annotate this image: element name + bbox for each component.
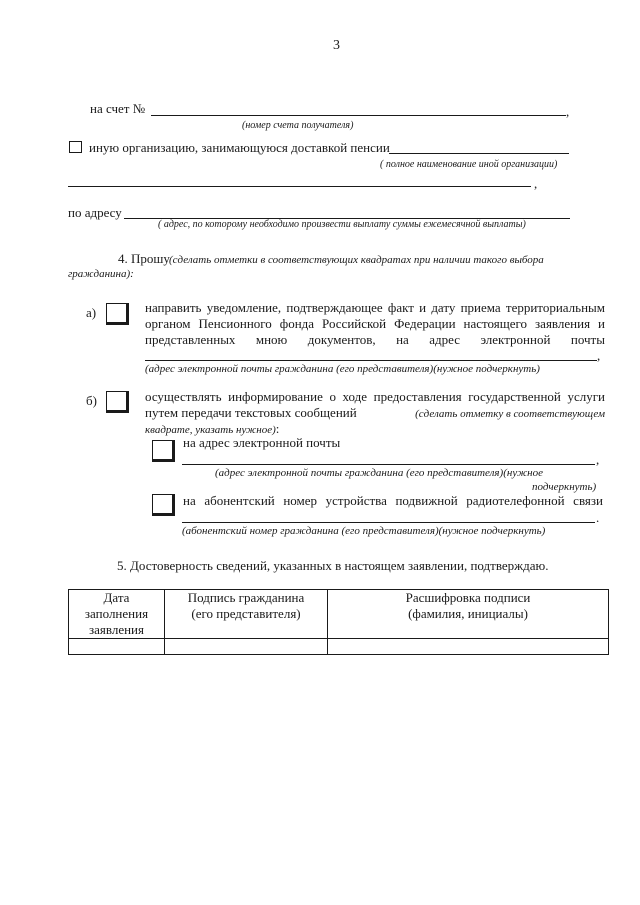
option-a-word: почты bbox=[570, 332, 605, 347]
option-b-phone-checkbox[interactable] bbox=[152, 494, 175, 516]
header-date-line: заявления bbox=[88, 622, 144, 637]
option-a-word: документов, bbox=[307, 332, 376, 347]
option-b-phone-field[interactable] bbox=[182, 522, 595, 523]
header-full-name-line: (фамилия, инициалы) bbox=[408, 606, 528, 621]
option-b-text-line2 bbox=[145, 405, 605, 421]
section5-text: 5. Достоверность сведений, указанных в настоящем заявлении, подтверждаю. bbox=[117, 558, 549, 573]
option-a-checkbox[interactable] bbox=[106, 303, 129, 325]
option-b-email-label: на адрес электронной почты bbox=[183, 435, 341, 450]
header-full-name-line: Расшифровка подписи bbox=[405, 590, 531, 605]
option-b-checkbox[interactable] bbox=[106, 391, 129, 413]
header-date-line: Дата bbox=[103, 590, 130, 605]
other-org-trail: , bbox=[534, 176, 538, 191]
option-b-email-trail: , bbox=[596, 452, 600, 467]
header-signature-line: (его представителя) bbox=[191, 606, 301, 621]
address-label: по адресу bbox=[68, 205, 122, 220]
signature-cell[interactable] bbox=[165, 639, 328, 655]
option-b-email-hint-line2: подчеркнуть) bbox=[532, 481, 597, 493]
header-signature-line: Подпись гражданина bbox=[187, 590, 305, 605]
address-hint: ( адрес, по которому необходимо произвести выплату суммы ежемесячной выплаты) bbox=[158, 219, 526, 230]
other-org-label: иную организацию, занимающуюся доставкой пенсии bbox=[89, 140, 390, 155]
option-a-word: электронной bbox=[480, 332, 551, 347]
option-a-word: на bbox=[396, 332, 409, 347]
option-b-phone-trail: . bbox=[596, 510, 600, 525]
header-full-name bbox=[328, 590, 609, 639]
table-row bbox=[69, 639, 609, 655]
option-b-text-line1: осуществлять информирование о ходе предоставления государственной услуги bbox=[145, 389, 605, 404]
option-b-email-field[interactable] bbox=[182, 464, 595, 465]
option-a-word: адрес bbox=[429, 332, 461, 347]
option-b-marker: б) bbox=[86, 393, 97, 408]
option-b-line3-trail: : bbox=[275, 421, 280, 436]
option-a-trail: , bbox=[597, 348, 601, 363]
option-b-line2-note: (сделать отметку в соответствующем bbox=[415, 408, 605, 420]
section4-lead: 4. Прошу bbox=[118, 251, 170, 266]
option-a-hint: (адрес электронной почты гражданина (его представителя)(нужное подчеркнуть) bbox=[145, 363, 540, 375]
option-a-text-line1: направить уведомление, подтверждающее факт и дату приема территориальным bbox=[145, 300, 605, 315]
option-a-marker: а) bbox=[86, 305, 97, 320]
full-name-cell[interactable] bbox=[328, 639, 609, 655]
option-a-text-line2: органом Пенсионного фонда Российской Федерации настоящего заявления и bbox=[145, 316, 605, 331]
option-b-phone-label: на абонентский номер устройства подвижной радиотелефонной связи bbox=[183, 493, 603, 508]
section4-note-line2: гражданина): bbox=[68, 268, 134, 280]
header-signature bbox=[165, 590, 328, 639]
account-trail: , bbox=[566, 104, 570, 119]
signature-table-header bbox=[69, 590, 609, 639]
option-b-line3-note: квадрате, указать нужное) bbox=[145, 424, 276, 436]
date-cell[interactable] bbox=[69, 639, 165, 655]
account-hint: (номер счета получателя) bbox=[242, 120, 354, 131]
other-org-name-field[interactable] bbox=[389, 153, 569, 154]
account-label: на счет № bbox=[90, 101, 146, 116]
option-a-email-field[interactable] bbox=[145, 360, 597, 361]
other-org-name-field-continued[interactable] bbox=[68, 186, 531, 187]
account-number-field[interactable] bbox=[151, 115, 566, 116]
page-number: 3 bbox=[333, 38, 340, 53]
option-b-email-checkbox[interactable] bbox=[152, 440, 175, 462]
option-b-phone-hint: (абонентский номер гражданина (его представителя)(нужное подчеркнуть) bbox=[182, 525, 546, 537]
option-a-word: мною bbox=[255, 332, 288, 347]
option-b-email-hint-line1: (адрес электронной почты гражданина (его представителя)(нужное bbox=[215, 467, 544, 479]
other-org-hint: ( полное наименование иной организации) bbox=[380, 159, 558, 170]
option-b-line2-text: путем передачи текстовых сообщений bbox=[145, 405, 357, 420]
option-a-text-line3 bbox=[145, 332, 605, 348]
other-org-checkbox[interactable] bbox=[69, 141, 82, 153]
signature-table bbox=[68, 589, 609, 655]
header-date bbox=[69, 590, 165, 639]
header-date-line: заполнения bbox=[84, 606, 149, 621]
section4-note-line1: (сделать отметки в соответствующих квадратах при наличии такого выбора bbox=[169, 254, 544, 266]
option-a-word: представленных bbox=[145, 332, 236, 347]
